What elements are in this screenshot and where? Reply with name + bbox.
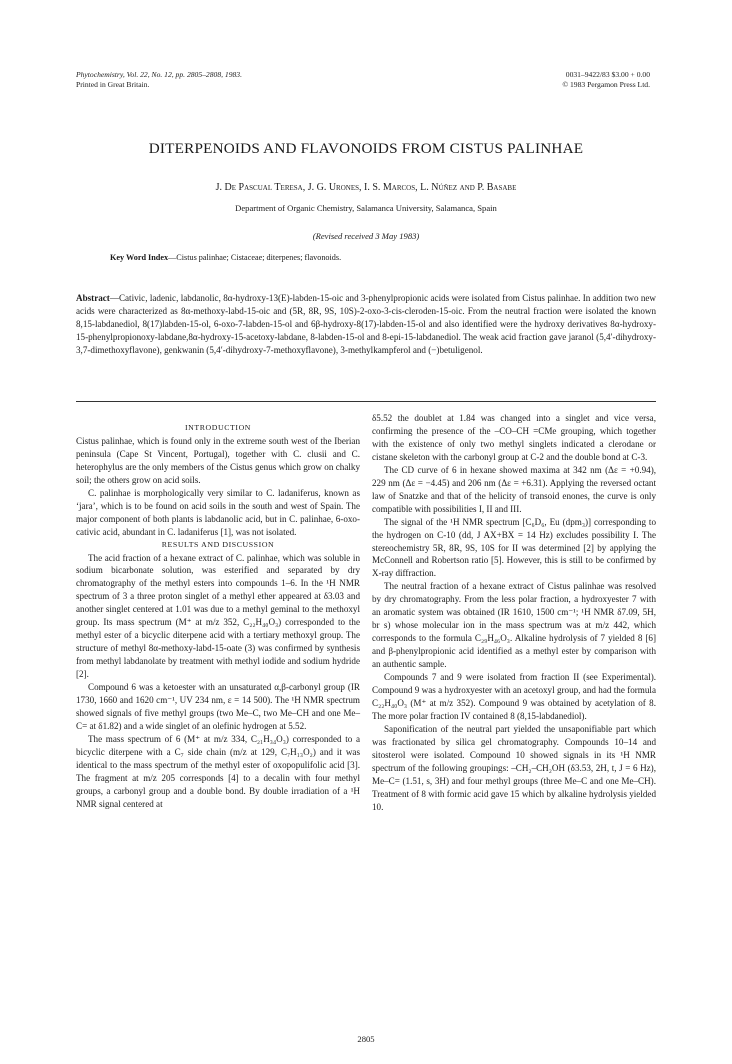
- abstract-label: Abstract: [76, 293, 110, 303]
- right-paragraph-1: δ5.52 the doublet at 1.84 was changed into a singlet and vice versa, confirming the presence of the –CO–CH =CMe grouping, which together with the existence of only two methyl singlets indicated a clerodane or cistane skeleton with the carbonyl group at C-2 and the double bond at C-3.: [372, 413, 656, 462]
- results-paragraph-3: The mass spectrum of 6 (M⁺ at m/z 334, C₂₁H₃₄O₃) corresponded to a bicyclic diterpene with a C₇ side chain (m/z at 129, C₇H₁₃O₂) and it was identical to the mass spectrum of the methyl ester of oxopopulifolic acid [3]. The fragment at m/z 205 corresponds [4] to a decalin with four methyl groups, a carbonyl group and a double bond. By double irradiation of a ¹H NMR signal centered at: [76, 733, 360, 809]
- journal-header-left: [76, 70, 242, 90]
- keyword-text: —Cistus palinhae; Cistaceae; diterpenes; flavonoids.: [168, 253, 342, 262]
- results-heading: RESULTS AND DISCUSSION: [161, 539, 275, 549]
- revised-date: (Revised received 3 May 1983): [312, 231, 420, 241]
- introduction-heading: INTRODUCTION: [184, 423, 252, 432]
- right-paragraph-4: The neutral fraction of a hexane extract of Cistus palinhae was resolved by dry chromatography. From the less polar fraction, a hydroxyester 7 with an aromatic system was obtained (IR 1610, 1500 cm⁻¹; ¹H NMR δ7.09, 5H, br s) whose molecular ion in the mass spectrum was at m/z 442, which corresponds to the formula C₂₉H₄₆O₃. Alkaline hydrolysis of 7 yielded 8 [6] and β-phenylpropionic acid identified as a methyl ester by comparison with an authentic sample.: [372, 581, 656, 670]
- journal-header-right: [562, 70, 650, 90]
- keyword-index: [110, 253, 341, 262]
- author-list: J. De Pascual Teresa, J. G. Urones, I. S. Marcos, L. Núñez and P. Basabe: [215, 182, 517, 193]
- printed-in: Printed in Great Britain.: [76, 80, 150, 89]
- issn-code: 0031–9422/83 $3.00 + 0.00: [565, 70, 650, 79]
- abstract-text: —Cativic, ladenic, labdanolic, 8α-hydroxy-13(E)-labden-15-oic and 3-phenylpropionic acids were isolated from Cistus palinhae. In addition two new acids were characterized as 8α-methoxy-labd-15-oic and (5R, 8R, 9S, 10S)-2-oxo-3-cis-cleroden-15-oic. From the neutral fraction were isolated the known 8,15-labdanediol, 8(17)labden-15-ol, 6-oxo-7-labden-15-ol and 6β-hydroxy-8(17)-labden-15-ol and also identified were the hydroxy derivatives 8α-hydroxy-15-phenylpropionoxy-labdane,8α-hydroxy-15-acetoxy-labdane, 8-labden-15-ol and 8-epi-15-labdanediol. The weak acid fraction gave jaranol (5,4′-dihydroxy-3,7-dimethoxyflavone), genkwanin (5,4′-dihydroxy-7-methoxyflavone), 3-methylkampferol and (−)betuligenol.: [76, 293, 656, 356]
- abstract: [76, 292, 656, 357]
- page-number: 2805: [357, 1034, 375, 1044]
- paper-title: DITERPENOIDS AND FLAVONOIDS FROM CISTUS PALINHAE: [148, 140, 584, 157]
- intro-paragraph-1: Cistus palinhae, which is found only in the extreme south west of the Iberian peninsula (Cape St Vincent, Portugal), together with C. clusii and C. heterophylus are the only members of the Cistus genus which grow on chalky soil; the others grow on acid soils.: [76, 435, 360, 485]
- affiliation: Department of Organic Chemistry, Salamanca University, Salamanca, Spain: [235, 203, 497, 213]
- copyright-notice: © 1983 Pergamon Press Ltd.: [562, 80, 650, 89]
- right-paragraph-6: Saponification of the neutral part yielded the unsaponifiable part which was fractionated by silica gel chromatography. Compounds 10–14 and sitosterol were isolated. Compound 10 showed signals in its ¹H NMR spectrum of the following groupings: –CH₂–CH₂OH (δ3.53, 2H, t, J = 6 Hz), Me–C= (1.51, s, 3H) and four methyl groups (three Me–C and one Me–CH). Treatment of 8 with formic acid gave 15 which by alkaline hydrolysis yielded 10.: [372, 723, 656, 812]
- right-paragraph-3: The signal of the ¹H NMR spectrum [C₆D₆, Eu (dpm₃)] corresponding to the hydrogen on C-10 (dd, J AX+BX = 14 Hz) excludes possibility I. The stereochemistry 5R, 8R, 9S, 10S for II was determined [2] by applying the McConnell and Robertson ratio [5]. However, this is still to be confirmed by X-ray diffraction.: [372, 516, 656, 579]
- right-paragraph-2: The CD curve of 6 in hexane showed maxima at 342 nm (Δε = +0.94), 229 nm (Δε = −4.45) and 206 nm (Δε = +6.31). Applying the reversed octant law of Snatzke and that of the helicity of transoid enones, the curve is only compatible with possibilities I, II and III.: [372, 464, 656, 514]
- keyword-label: Key Word Index: [110, 253, 169, 262]
- results-paragraph-2: Compound 6 was a ketoester with an unsaturated α,β-carbonyl group (IR 1730, 1660 and 1620 cm⁻¹, UV 234 nm, ε = 14 500). The ¹H NMR spectrum showed signals of five methyl groups (two Me–C, two Me–CH and one Me–C= at δ1.82) and a wide singlet of an olefinic hydrogen at 5.52.: [76, 682, 360, 731]
- journal-citation: Phytochemistry, Vol. 22, No. 12, pp. 2805–2808, 1983.: [76, 70, 242, 79]
- intro-paragraph-2: C. palinhae is morphologically very similar to C. ladaniferus, known as ‘jara’, which is to be found on acid soils in the south and west of Spain. The major component of both plants is labdanolic acid, but in C. palinhae, 6-oxo-cativic acid, abundant in C. ladaniferus [1], was not isolated.: [76, 487, 360, 537]
- right-paragraph-5: Compounds 7 and 9 were isolated from fraction II (see Experimental). Compound 9 was a hydroxyester with an acetoxyl group, and had the formula C₂₂H₄₀O₃ (M⁺ at m/z 352). Compound 9 was obtained by acetylation of 8. The more polar fraction IV contained 8 (8,15-labdanediol).: [372, 672, 656, 721]
- results-paragraph-1: The acid fraction of a hexane extract of C. palinhae, which was soluble in sodium bicarbonate solution, was esterified and separated by dry chromatography of the methyl esters into compounds 1–6. In the ¹H NMR spectrum of 3 a three proton singlet of a methyl ether appeared at δ3.03 and another singlet centered at 1.01 was due to a methyl geminal to the methoxyl group. Its mass spectrum (M⁺ at m/z 352, C₂₂H₄₀O₃) corresponded to the methyl ester of a bicyclic diterpene acid with a tertiary methoxyl group. The structure of methyl 8α-methoxy-labd-15-oate (3) was confirmed by synthesis from methyl labdanolate by treatment with methyl iodide and sodium hydride [2].: [76, 552, 360, 680]
- right-column: [372, 412, 656, 814]
- left-column: [76, 416, 360, 811]
- section-divider: [76, 401, 656, 402]
